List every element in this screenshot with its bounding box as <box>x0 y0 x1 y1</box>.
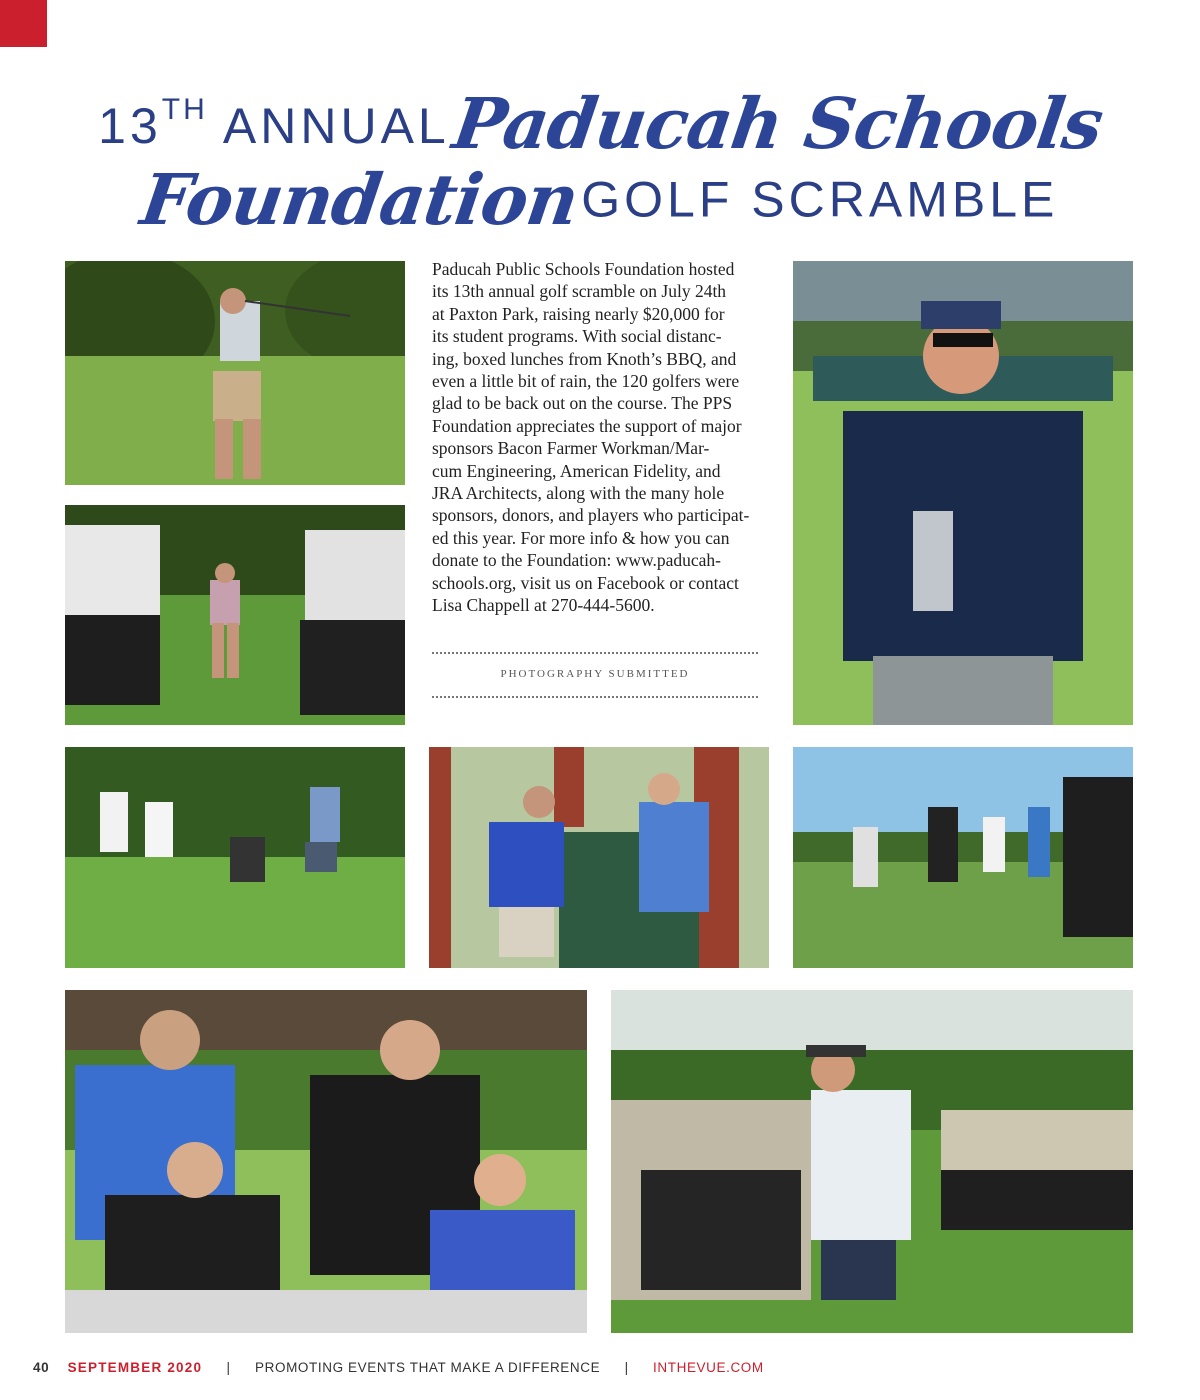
issue-month: SEPTEMBER 2020 <box>67 1360 203 1375</box>
article-line: cum Engineering, American Fidelity, and <box>432 460 721 481</box>
article-line: ing, boxed lunches from Knoth’s BBQ, and <box>432 348 737 369</box>
article-line: at Paxton Park, raising nearly $20,000 for <box>432 303 725 324</box>
photo-golfer-swing <box>65 261 405 485</box>
photo-group-green <box>65 747 405 968</box>
footer-tagline: PROMOTING EVENTS THAT MAKE A DIFFERENCE <box>255 1360 601 1375</box>
divider-bottom <box>432 696 758 698</box>
photo-golfers-carts <box>793 747 1133 968</box>
photo-thumbs-up <box>793 261 1133 725</box>
photo-credit: PHOTOGRAPHY SUBMITTED <box>500 668 690 680</box>
divider-top <box>432 652 758 654</box>
photo-golfer-drive <box>611 990 1133 1333</box>
headline-number: 13TH ANNUAL <box>98 92 450 154</box>
footer-separator-1: | <box>226 1360 231 1375</box>
article-line: glad to be back out on the course. The PPS <box>432 393 733 414</box>
headline-line-1 <box>0 82 1200 165</box>
article-line: its 13th annual golf scramble on July 24th <box>432 281 727 302</box>
article-line: JRA Architects, along with the many hole <box>432 483 725 504</box>
article-line: sponsors, donors, and players who participat- <box>432 505 750 526</box>
article-line: ed this year. For more info & how you can <box>432 527 730 548</box>
article-line: Foundation appreciates the support of major <box>432 415 742 436</box>
page-number: 40 <box>33 1360 50 1375</box>
article-body <box>432 258 768 617</box>
page-footer <box>33 1360 764 1375</box>
article-line: even a little bit of rain, the 120 golfers were <box>432 371 740 392</box>
article-line: donate to the Foundation: www.paducah- <box>432 550 722 571</box>
headline-script-2: Foundation <box>135 158 583 241</box>
article-line: its student programs. With social distanc- <box>432 326 722 347</box>
article-line: Paducah Public Schools Foundation hosted <box>432 259 735 279</box>
headline-script-1: Paducah Schools <box>448 82 1108 165</box>
footer-separator-2: | <box>624 1360 629 1375</box>
photo-putting-carts <box>65 505 405 725</box>
headline-golf-scramble: GOLF SCRAMBLE <box>581 171 1059 228</box>
photo-volunteers-table <box>65 990 587 1333</box>
article-line: schools.org, visit us on Facebook or contact <box>432 572 739 593</box>
corner-accent <box>0 0 47 47</box>
footer-website[interactable]: INTHEVUE.COM <box>653 1360 764 1375</box>
article-line: sponsors Bacon Farmer Workman/Mar- <box>432 438 710 459</box>
photo-pavilion-pair <box>429 747 769 968</box>
headline-line-2 <box>0 158 1200 241</box>
article-line: Lisa Chappell at 270-444-5600. <box>432 595 655 616</box>
